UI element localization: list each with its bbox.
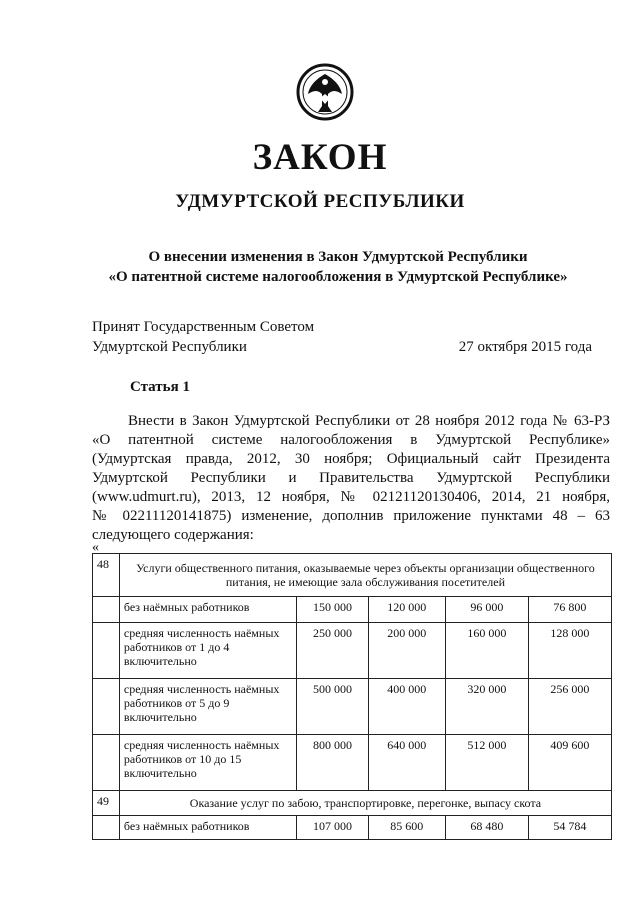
table-cell: 107 000 bbox=[297, 816, 368, 840]
table-cell: 250 000 bbox=[297, 623, 368, 679]
coat-of-arms-emblem bbox=[296, 60, 354, 124]
document-subtitle: УДМУРТСКОЙ РЕСПУБЛИКИ bbox=[175, 191, 465, 212]
paragraph-line: Внести в Закон Удмуртской Республики от 28 ноября 2012 года № 63-РЗ bbox=[128, 413, 610, 429]
law-name-line: О внесении изменения в Закон Удмуртской Республики bbox=[148, 249, 528, 265]
table-cell: 68 480 bbox=[445, 816, 528, 840]
table-row bbox=[93, 679, 612, 735]
adopted-by-line: Удмуртской Республики bbox=[92, 339, 247, 355]
table-cell: 200 000 bbox=[368, 623, 445, 679]
section-number: 48 bbox=[93, 554, 120, 597]
table-cell: 400 000 bbox=[368, 679, 445, 735]
row-label: средняя численность наёмных работников от 10 до 15 включительно bbox=[119, 735, 296, 791]
table-row bbox=[93, 623, 612, 679]
table-cell: 160 000 bbox=[445, 623, 528, 679]
table-cell: 512 000 bbox=[445, 735, 528, 791]
paragraph-line: «О патентной системе налогообложения в Удмуртской Республике» bbox=[92, 432, 610, 448]
table-cell: 150 000 bbox=[297, 597, 368, 623]
paragraph-line: (www.udmurt.ru), 2013, 12 ноября, № 02121120130406, 2014, 21 ноября, bbox=[92, 489, 610, 505]
table-cell: 120 000 bbox=[368, 597, 445, 623]
section-heading: Оказание услуг по забою, транспортировке, перегонке, выпасу скота bbox=[119, 791, 611, 816]
open-quote: « bbox=[92, 540, 99, 555]
table-section-header-row bbox=[93, 554, 612, 597]
article-paragraph bbox=[92, 412, 610, 545]
table-cell: 54 784 bbox=[528, 816, 611, 840]
table-cell: 96 000 bbox=[445, 597, 528, 623]
table-cell: 320 000 bbox=[445, 679, 528, 735]
table-cell: 409 600 bbox=[528, 735, 611, 791]
adoption-block bbox=[92, 317, 592, 357]
adoption-date: 27 октября 2015 года bbox=[458, 339, 592, 355]
paragraph-line: следующего содержания: bbox=[92, 527, 254, 543]
law-name-line: «О патентной системе налогообложения в Удмуртской Республике» bbox=[108, 269, 568, 285]
table-row bbox=[93, 735, 612, 791]
row-label: средняя численность наёмных работников от 5 до 9 включительно bbox=[119, 679, 296, 735]
adopted-by-line: Принят Государственным Советом bbox=[92, 319, 315, 335]
table-cell: 256 000 bbox=[528, 679, 611, 735]
table-cell: 640 000 bbox=[368, 735, 445, 791]
paragraph-line: № 02211120141875) изменение, дополнив приложение пунктами 48 – 63 bbox=[92, 508, 610, 524]
table-row bbox=[93, 816, 612, 840]
table-cell: 800 000 bbox=[297, 735, 368, 791]
table-cell: 85 600 bbox=[368, 816, 445, 840]
document-title: ЗАКОН bbox=[252, 137, 388, 178]
row-label: средняя численность наёмных работников от 1 до 4 включительно bbox=[119, 623, 296, 679]
tax-table bbox=[92, 553, 612, 840]
row-label: без наёмных работников bbox=[119, 816, 296, 840]
paragraph-line: (Удмуртская правда, 2012, 30 ноября; Официальный сайт Президента bbox=[92, 451, 610, 467]
row-label: без наёмных работников bbox=[119, 597, 296, 623]
law-name bbox=[0, 247, 640, 287]
paragraph-line: Удмуртской Республики и Правительства Удмуртской Республики bbox=[92, 470, 610, 486]
table-row bbox=[93, 597, 612, 623]
section-number: 49 bbox=[93, 791, 120, 816]
table-cell: 500 000 bbox=[297, 679, 368, 735]
article-heading: Статья 1 bbox=[130, 379, 190, 395]
table-section-header-row bbox=[93, 791, 612, 816]
table-cell: 128 000 bbox=[528, 623, 611, 679]
table-cell: 76 800 bbox=[528, 597, 611, 623]
section-heading: Услуги общественного питания, оказываемые через объекты организации общественного питания, не имеющие зала обслуживания посетителей bbox=[119, 554, 611, 597]
